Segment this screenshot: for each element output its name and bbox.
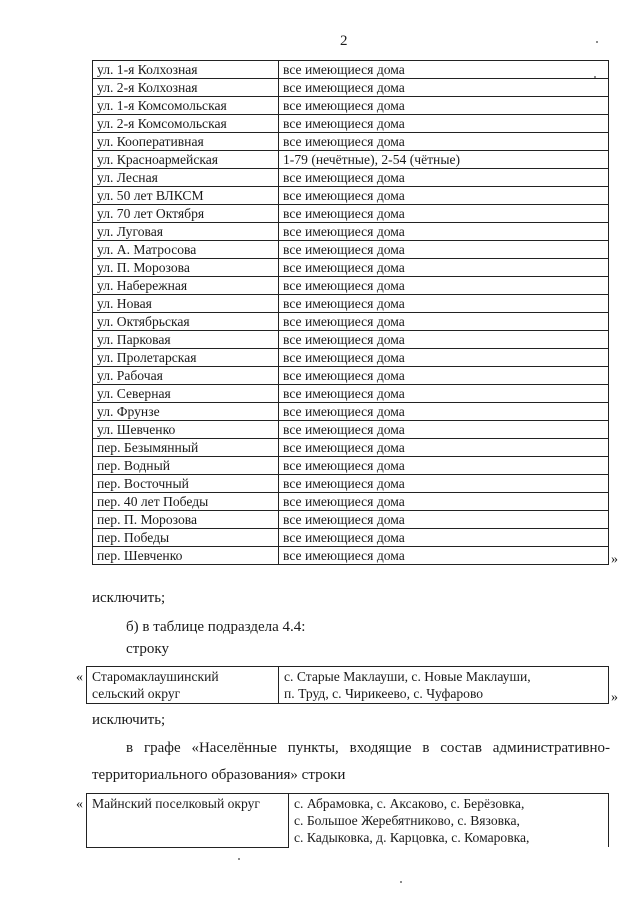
word: «Населённые — [191, 740, 277, 756]
table-row — [93, 439, 609, 457]
page-number: 2 — [340, 33, 348, 49]
table-row — [87, 794, 609, 848]
street-name-cell: пер. Шевченко — [93, 547, 279, 565]
table-row — [93, 241, 609, 259]
street-name-cell: ул. Шевченко — [93, 421, 279, 439]
table-row — [93, 187, 609, 205]
houses-cell: все имеющиеся дома — [279, 259, 609, 277]
table-row — [93, 115, 609, 133]
street-name-cell: ул. Пролетарская — [93, 349, 279, 367]
houses-cell: все имеющиеся дома — [279, 169, 609, 187]
street-name-cell: пер. Восточный — [93, 475, 279, 493]
scan-speck — [400, 881, 402, 883]
table-row — [93, 511, 609, 529]
word: пункты, — [287, 740, 339, 756]
houses-cell: все имеющиеся дома — [279, 421, 609, 439]
houses-cell: все имеющиеся дома — [279, 331, 609, 349]
street-name-cell: ул. Фрунзе — [93, 403, 279, 421]
houses-cell: все имеющиеся дома — [279, 313, 609, 331]
staro-open-quote: « — [76, 670, 83, 685]
street-name-cell: пер. Водный — [93, 457, 279, 475]
street-name-cell: ул. Парковая — [93, 331, 279, 349]
houses-cell: все имеющиеся дома — [279, 79, 609, 97]
table-row — [93, 79, 609, 97]
houses-cell: все имеющиеся дома — [279, 475, 609, 493]
houses-cell: все имеющиеся дома — [279, 241, 609, 259]
streets-table-body — [93, 61, 609, 565]
scan-speck — [596, 41, 598, 43]
exclude-text-1: исключить; — [92, 590, 166, 606]
staro-name-line: сельский округ — [92, 686, 181, 701]
street-name-cell: ул. Красноармейская — [93, 151, 279, 169]
street-name-cell: ул. Набережная — [93, 277, 279, 295]
street-name-cell: ул. Рабочая — [93, 367, 279, 385]
street-name-cell: ул. Лесная — [93, 169, 279, 187]
houses-cell: все имеющиеся дома — [279, 295, 609, 313]
houses-cell: все имеющиеся дома — [279, 223, 609, 241]
street-name-cell: ул. Кооперативная — [93, 133, 279, 151]
houses-cell: все имеющиеся дома — [279, 187, 609, 205]
table-row — [93, 205, 609, 223]
street-name-cell: ул. Луговая — [93, 223, 279, 241]
maina-places-line: с. Абрамовка, с. Аксаково, с. Берёзовка, — [294, 796, 525, 811]
houses-cell: все имеющиеся дома — [279, 115, 609, 133]
street-name-cell: ул. П. Морозова — [93, 259, 279, 277]
houses-cell: все имеющиеся дома — [279, 133, 609, 151]
graph-text-line-2: территориального образования» строки — [92, 767, 346, 783]
staro-name-line: Старомаклаушинский — [92, 669, 219, 684]
maina-name-cell — [87, 794, 289, 848]
table-row — [93, 547, 609, 565]
maina-name-line: Майнский поселковый округ — [92, 796, 261, 811]
scan-speck — [238, 858, 240, 860]
staro-table — [86, 666, 609, 704]
streets-table — [92, 60, 609, 565]
houses-cell: все имеющиеся дома — [279, 349, 609, 367]
street-name-cell: ул. А. Матросова — [93, 241, 279, 259]
table-row — [93, 169, 609, 187]
houses-cell: все имеющиеся дома — [279, 277, 609, 295]
exclude-text-2: исключить; — [92, 712, 166, 728]
table-row — [93, 385, 609, 403]
houses-cell: все имеющиеся дома — [279, 385, 609, 403]
street-name-cell: ул. Октябрьская — [93, 313, 279, 331]
houses-cell: 1-79 (нечётные), 2-54 (чётные) — [279, 151, 609, 169]
streets-table-close-quote: » — [611, 552, 618, 567]
houses-cell: все имеющиеся дома — [279, 529, 609, 547]
graph-text-line-1 — [126, 740, 610, 757]
table-row — [93, 133, 609, 151]
street-name-cell: пер. Безымянный — [93, 439, 279, 457]
staro-places-line: п. Труд, с. Чирикеево, с. Чуфарово — [284, 686, 484, 701]
street-name-cell: пер. Победы — [93, 529, 279, 547]
street-name-cell: ул. 1-я Комсомольская — [93, 97, 279, 115]
word: входящие — [349, 740, 412, 756]
houses-cell: все имеющиеся дома — [279, 511, 609, 529]
street-name-cell: пер. 40 лет Победы — [93, 493, 279, 511]
table-row — [93, 259, 609, 277]
word: административно- — [492, 740, 610, 756]
table-row — [93, 331, 609, 349]
word: состав — [440, 740, 482, 756]
staro-close-quote: » — [611, 690, 618, 705]
table-row — [93, 529, 609, 547]
houses-cell: все имеющиеся дома — [279, 493, 609, 511]
row-word-text: строку — [126, 641, 169, 657]
staro-name-cell — [87, 667, 279, 704]
houses-cell: все имеющиеся дома — [279, 97, 609, 115]
houses-cell: все имеющиеся дома — [279, 547, 609, 565]
houses-cell: все имеющиеся дома — [279, 439, 609, 457]
table-row — [93, 97, 609, 115]
table-row — [87, 667, 609, 704]
table-row — [93, 475, 609, 493]
word: в — [422, 740, 430, 756]
table-row — [93, 277, 609, 295]
staro-places-cell — [279, 667, 609, 704]
maina-places-cell — [289, 794, 609, 848]
table-row — [93, 313, 609, 331]
street-name-cell: пер. П. Морозова — [93, 511, 279, 529]
maina-places-line: с. Большое Жеребятниково, с. Вязовка, — [294, 813, 520, 828]
table-row — [93, 61, 609, 79]
street-name-cell: ул. Северная — [93, 385, 279, 403]
table-row — [93, 151, 609, 169]
street-name-cell: ул. Новая — [93, 295, 279, 313]
maina-table — [86, 793, 609, 848]
table-row — [93, 421, 609, 439]
houses-cell: все имеющиеся дома — [279, 367, 609, 385]
item-b-text: б) в таблице подраздела 4.4: — [126, 619, 306, 635]
houses-cell: все имеющиеся дома — [279, 61, 609, 79]
houses-cell: все имеющиеся дома — [279, 205, 609, 223]
houses-cell: все имеющиеся дома — [279, 457, 609, 475]
word: в — [126, 740, 134, 756]
table-row — [93, 349, 609, 367]
street-name-cell: ул. 1-я Колхозная — [93, 61, 279, 79]
maina-open-quote: « — [76, 797, 83, 812]
table-row — [93, 403, 609, 421]
table-row — [93, 295, 609, 313]
table-row — [93, 493, 609, 511]
table-row — [93, 457, 609, 475]
table-row — [93, 223, 609, 241]
street-name-cell: ул. 2-я Колхозная — [93, 79, 279, 97]
houses-cell: все имеющиеся дома — [279, 403, 609, 421]
word: графе — [143, 740, 181, 756]
street-name-cell: ул. 2-я Комсомольская — [93, 115, 279, 133]
street-name-cell: ул. 50 лет ВЛКСМ — [93, 187, 279, 205]
street-name-cell: ул. 70 лет Октября — [93, 205, 279, 223]
staro-places-line: с. Старые Маклауши, с. Новые Маклауши, — [284, 669, 531, 684]
maina-places-line: с. Кадыковка, д. Карцовка, с. Комаровка, — [294, 830, 530, 845]
table-row — [93, 367, 609, 385]
